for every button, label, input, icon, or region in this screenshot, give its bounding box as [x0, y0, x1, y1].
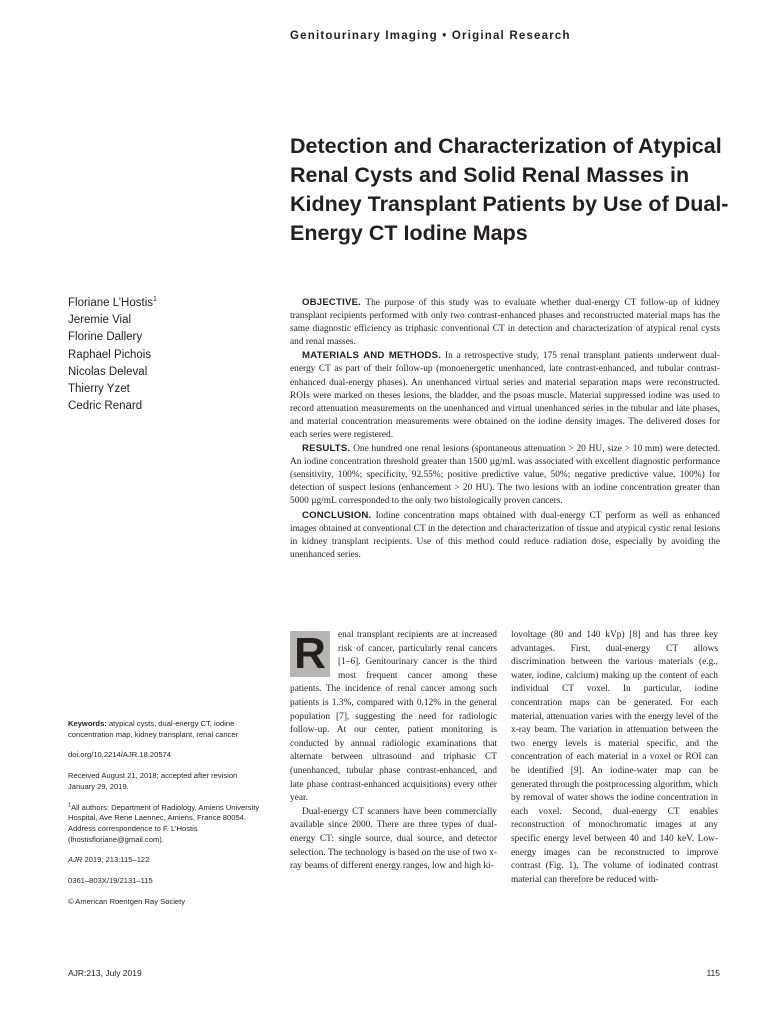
- drop-cap: R: [290, 631, 330, 677]
- affiliation: $^1$All authors: Department of Radiology, Amiens University Hospital, Ave Rene Laennec, Amiens, France 80054. Address correspondence to F. L’Hostis (lhostisfloriane@gmail.com).: [68, 801, 260, 844]
- keywords: Keywords: atypical cysts, dual-energy CT, iodine concentration map, kidney transplant, renal cancer: [68, 719, 239, 739]
- abstract-results: RESULTS. One hundred one renal lesions (spontaneous attenuation > 20 HU, size > 10 mm) were detected. An iodine concentration threshold greater than 1500 µg/mL was associated with excellent diagnostic performance (sensitivity, 100%; specificity, 92.55%; positive predictive value, 50%; negative predictive value, 100%) for detection of suspect lesions (enhancement > 20 HU). The two lesions with an iodine concentration greater than 5000 µg/mL corresponded to the only two histologically proven cancers.: [290, 443, 720, 507]
- author-list: [68, 295, 268, 415]
- abstract: [290, 296, 720, 562]
- citation: AJR 2019; 213:115–122: [68, 855, 150, 865]
- author: Florine Dallery: [68, 331, 143, 344]
- author: Thierry Yzet: [68, 383, 130, 396]
- author: Nicolas Deleval: [68, 365, 148, 378]
- body-column-2: [511, 629, 718, 887]
- footer-journal: AJR:213, July 2019: [68, 968, 142, 978]
- article-title: Detection and Characterization of Atypical Renal Cysts and Solid Renal Masses in Kidney Transplant Patients by Use of Dual-Energy CT Iodine Maps: [290, 134, 729, 245]
- article-metadata: [68, 719, 263, 917]
- author: Cedric Renard: [68, 400, 143, 413]
- abstract-methods: MATERIALS AND METHODS. In a retrospective study, 175 renal transplant patients underwent dual-energy CT as part of their follow-up (monoenergetic unenhanced, late contrast-enhanced, and tubular contrast-enhanced dual-energy phases). An unenhanced virtual series and material separation maps were reconstructed. ROIs were marked on theses lesions, the bladder, and the psoas muscle. Material suppressed iodine was used to record attenuation measurements on the unenhanced and virtual unenhanced series in the tubular and late phases, and material concentration measurements were obtained on the iodine density images. The delivered doses for each series were registered.: [290, 350, 720, 440]
- intro-paragraph: R enal transplant recipients are at increased risk of cancer, particularly renal cancers [1–6]. Genitourinary cancer is the third most frequent cancer among these patients. The incidence of renal cancer among such patients is 1.3%, compared with 0.12% in the general population [7], suggesting the need for radiologic follow-up. At our center, patient monitoring is conducted by annual radiologic examinations that alternate between ultrasound and triphasic CT (unenhanced, tubular phase contrast-enhanced, and late phase contrast-enhanced acquisitions) every other year.: [290, 629, 497, 804]
- abstract-conclusion: CONCLUSION. Iodine concentration maps obtained with dual-energy CT perform as well as enhanced images obtained at conventional CT in the detection and characterization of tissue and atypical cystic renal lesions in kidney transplant recipients. Use of this method could reduce radiation dose, especially by avoiding the unenhanced series.: [290, 509, 720, 560]
- issn: 0361–803X/19/2131–115: [68, 876, 153, 886]
- abstract-objective: OBJECTIVE. The purpose of this study was to evaluate whether dual-energy CT follow-up of kidney transplant recipients performed with only two contrast-enhanced phases and reconstructed material maps has the same diagnostic efficiency as triphasic conventional CT in detection and characterization of atypical renal cysts and renal masses.: [290, 297, 720, 348]
- received-dates: Received August 21, 2018; accepted after revision January 29, 2019.: [68, 771, 238, 791]
- copyright: © American Roentgen Ray Society: [68, 896, 186, 906]
- doi: doi.org/10.2214/AJR.18.20574: [68, 750, 172, 760]
- author: Jeremie Vial: [68, 314, 132, 327]
- body-paragraph: Dual-energy CT scanners have been commercially available since 2000. There are three types of dual-energy CT: single source, dual source, and detector selection. The technology is based on the use of two x-ray beams of different energy ranges, low and high ki-: [290, 806, 497, 872]
- section-header: Genitourinary Imaging • Original Research: [290, 30, 571, 42]
- page-number: 115: [706, 968, 720, 978]
- author: Floriane L’Hostis$^1$: [68, 296, 157, 309]
- body-paragraph: lovoltage (80 and 140 kVp) [8] and has three key advantages. First, dual-energy CT allows discrimination between the various materials (e.g., water, iodine, calcium) making up the content of each individual CT voxel. In particular, iodine concentration maps can be generated. For each material, attenuation varies with the energy level of the x-ray beam. The variation in attenuation between the two energy levels is material specific, and the concentration of each material in a voxel or ROI can be identified [9]. An iodine-water map can be generated through the postprocessing algorithm, which by removal of water shows the iodine concentration in each voxel. Second, dual-energy CT enables reconstruction of monochromatic images at any specific energy level between 40 and 140 keV. Low-energy images can be reconstructed to improve contrast (Fig. 1). The volume of iodinated contrast material can therefore be reduced with-: [511, 630, 718, 885]
- body-column-1: [290, 629, 497, 874]
- author: Raphael Pichois: [68, 348, 152, 361]
